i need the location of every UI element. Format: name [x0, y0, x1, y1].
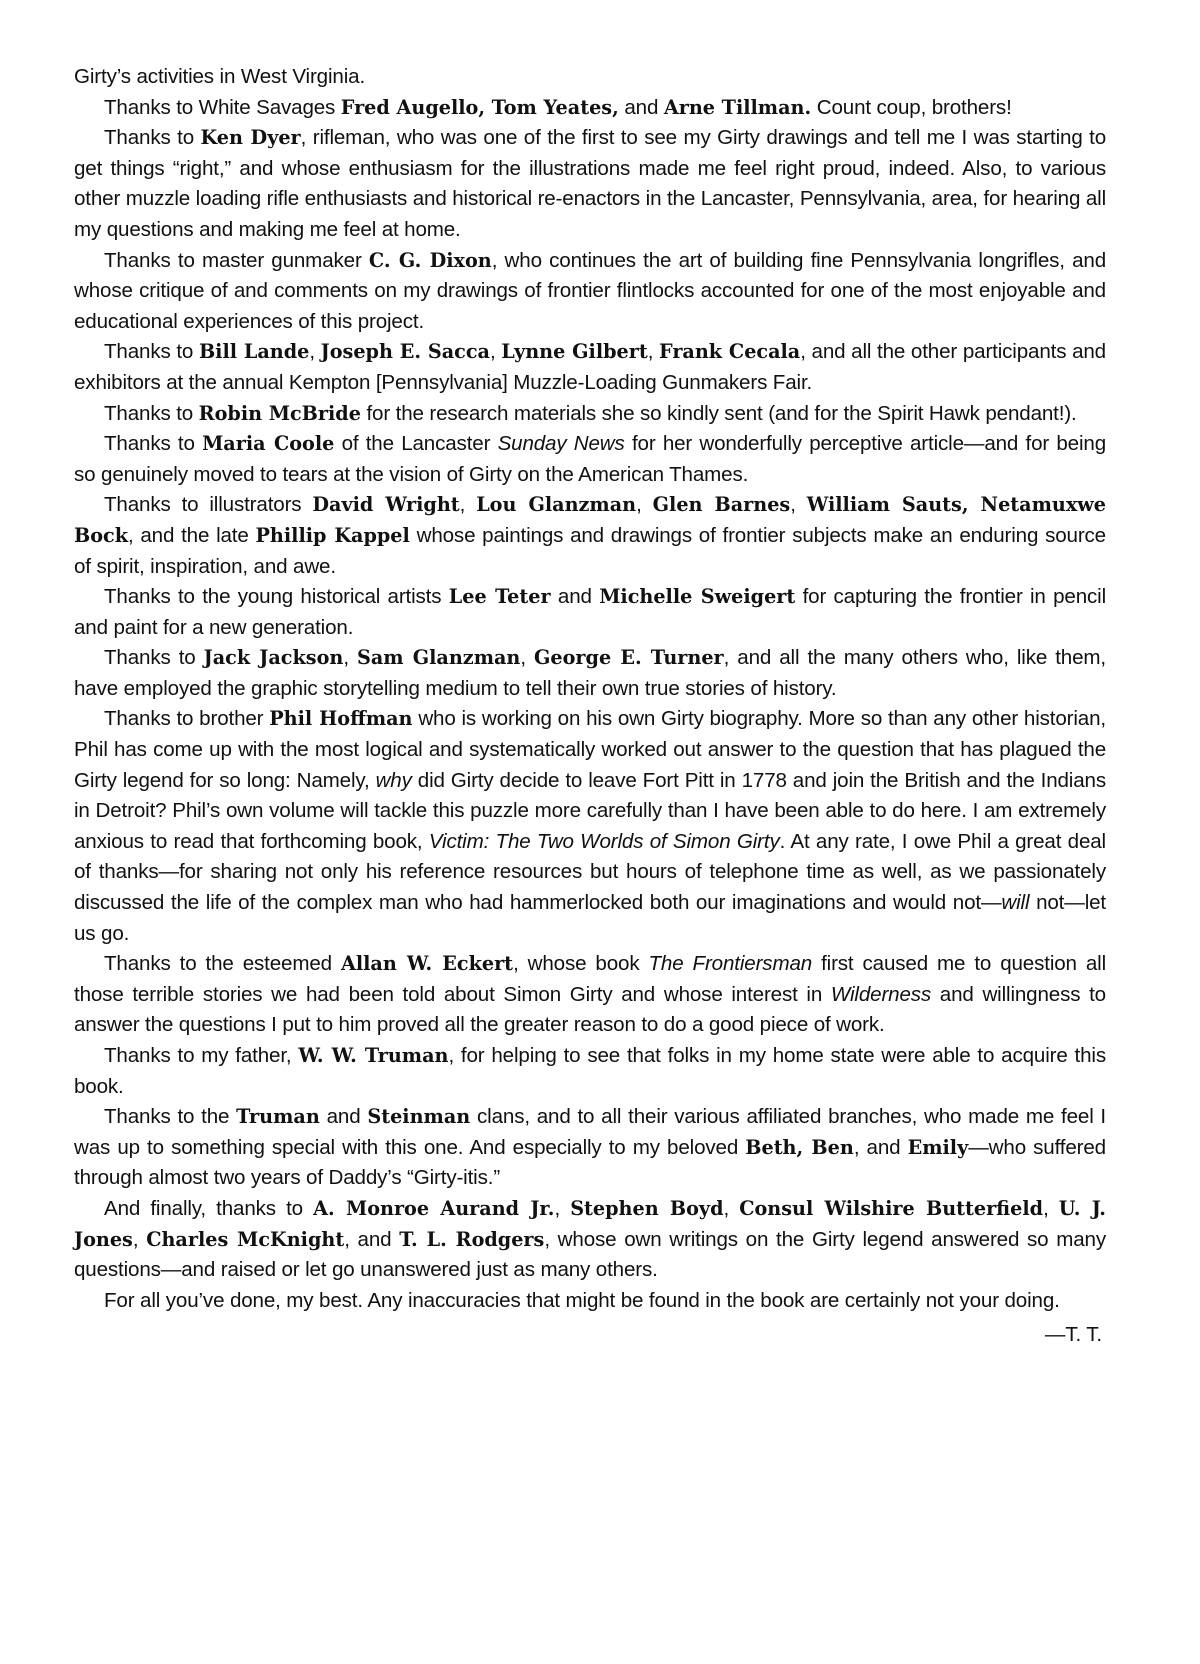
- text-run: ,: [636, 493, 653, 517]
- paragraph: [74, 582, 1106, 643]
- bold-name: W. W. Truman: [298, 1044, 449, 1067]
- bold-name: Fred Augello, Tom Yeates,: [340, 95, 619, 119]
- text-run: and: [618, 95, 664, 119]
- paragraph: [74, 1286, 1106, 1317]
- text-run: who is working on his own Girty biography. More so than any other historian, Phil has come up with the most logical and systematically worked out answer to the question that has plagued the Girty legend for so long: Namely,: [74, 707, 1106, 792]
- bold-name: Sam Glanzman: [356, 646, 521, 670]
- text-run: and willingness to answer the questions I put to him proved all the greater reason to do a good piece of work.: [74, 982, 1106, 1037]
- italic-title: Wilderness: [830, 982, 932, 1006]
- text-run: —who suffered through almost two years of Daddy’s “Girty-itis.”: [74, 1135, 1106, 1190]
- bold-name: Emily: [907, 1135, 969, 1159]
- text-run: Thanks to master gunmaker: [104, 248, 369, 272]
- bold-name: Ken Dyer: [200, 126, 301, 150]
- bold-name: Robin McBride: [198, 401, 361, 425]
- text-run: , and all the many others who, like them, have employed the graphic storytelling medium to tell their own true stories of history.: [74, 646, 1106, 700]
- bold-name: Frank Cecala: [659, 340, 801, 364]
- text-run: , and all the other participants and exhibitors at the annual Kempton [Pennsylvania] Muzzle-Loading Gunmakers Fair.: [74, 340, 1106, 394]
- bold-name: Phillip Kappel: [255, 523, 410, 547]
- bold-name: Jack Jackson: [203, 646, 344, 670]
- text-run: ,: [132, 1227, 147, 1251]
- text-run: And finally, thanks to: [104, 1196, 314, 1220]
- bold-name: Joseph E. Sacca: [320, 340, 490, 364]
- paragraph: [74, 337, 1106, 398]
- text-run: Thanks to: [104, 126, 201, 150]
- text-run: Thanks to the young historical artists: [104, 585, 449, 609]
- bold-name: Lee Teter: [448, 585, 551, 609]
- italic-title: will: [1001, 891, 1030, 915]
- bold-name: David Wright: [312, 493, 460, 517]
- bold-name: A. Monroe Aurand Jr.: [313, 1196, 555, 1220]
- text-run: ,: [309, 340, 321, 364]
- text-run: , who continues the art of building fine Pennsylvania longrifles, and whose critique of and comments on my drawings of frontier flintlocks accounted for one of the most enjoyable and educational experiences of this project.: [74, 248, 1106, 333]
- text-run: for capturing the frontier in pencil and paint for a new generation.: [74, 585, 1106, 639]
- text-run: and: [319, 1105, 368, 1129]
- text-run: Thanks to: [104, 401, 199, 425]
- text-run: whose paintings and drawings of frontier subjects make an enduring source of spirit, inspiration, and awe.: [74, 523, 1106, 578]
- bold-name: Beth, Ben: [745, 1135, 854, 1159]
- bold-name: Lou Glanzman: [476, 493, 637, 517]
- paragraph: [74, 1041, 1106, 1102]
- bold-name: T. L. Rodgers: [399, 1227, 545, 1251]
- text-run: ,: [520, 646, 535, 670]
- bold-name: Bill Lande: [198, 340, 310, 364]
- paragraph: [74, 1194, 1106, 1286]
- bold-name: C. G. Dixon: [368, 248, 492, 272]
- text-run: Count coup, brothers!: [811, 95, 1012, 119]
- text-run: Thanks to: [104, 432, 203, 456]
- text-run: ,: [1043, 1196, 1059, 1220]
- bold-name: Consul Wilshire Butterfield: [739, 1196, 1044, 1220]
- paragraph: [74, 490, 1106, 582]
- text-run: ,: [723, 1196, 740, 1220]
- text-run: ,: [459, 493, 477, 517]
- text-run: for the research materials she so kindly sent (and for the Spirit Hawk pendant!).: [360, 401, 1077, 425]
- acknowledgments-page: [74, 62, 1106, 1351]
- text-run: , whose own writings on the Girty legend answered so many questions—and raised or let go unanswered just as many others.: [74, 1227, 1107, 1282]
- signature: —T. T.: [1044, 1323, 1102, 1347]
- bold-name: Arne Tillman.: [663, 95, 812, 119]
- text-run: ,: [343, 646, 357, 670]
- paragraph: [74, 93, 1106, 124]
- text-run: , and: [344, 1227, 400, 1251]
- text-run: , whose book: [513, 952, 649, 976]
- text-run: first caused me to question all those terrible stories we had been told about Simon Girty and whose interest in: [74, 952, 1107, 1006]
- text-run: , and the late: [128, 523, 256, 547]
- text-run: for her wonderfully perceptive article—and for being so genuinely moved to tears at the vision of Girty on the American Thames.: [74, 432, 1106, 486]
- text-run: Thanks to: [104, 646, 204, 670]
- text-run: ,: [790, 493, 807, 517]
- paragraph: [74, 62, 1106, 93]
- text-run: . At any rate, I owe Phil a great deal of thanks—for sharing not only his reference resources but hours of telephone time as well, as we passionately discussed the life of the complex man who had hammerlocked both our imaginations and would not—: [74, 829, 1106, 915]
- text-run: Thanks to brother: [104, 707, 270, 731]
- paragraph: [74, 429, 1106, 490]
- bold-name: Stephen Boyd: [570, 1196, 724, 1220]
- text-run: , rifleman, who was one of the first to see my Girty drawings and tell me I was starting to get things “right,” and whose enthusiasm for the illustrations made me feel right proud, indeed. Also, to various other muzzle loading rifle enthusiasts and historical re-enactors in the Lancaster, Pennsylvania, area, for hearing all my questions and making me feel at home.: [74, 126, 1107, 241]
- paragraph: [74, 949, 1106, 1041]
- text-run: ,: [554, 1196, 571, 1220]
- bold-name: Steinman: [367, 1105, 471, 1129]
- text-run: Thanks to illustrators: [104, 493, 313, 517]
- text-run: and: [550, 585, 600, 609]
- bold-name: Charles McKnight: [146, 1227, 345, 1251]
- text-run: Thanks to the: [104, 1105, 237, 1129]
- text-run: not—let us go.: [74, 891, 1106, 945]
- text-run: clans, and to all their various affiliated branches, who made me feel I was up to something special with this one. And especially to my beloved: [74, 1105, 1107, 1159]
- paragraph: [74, 704, 1106, 949]
- text-run: of the Lancaster: [334, 432, 498, 456]
- bold-name: Lynne Gilbert: [501, 340, 648, 364]
- text-run: ,: [647, 340, 660, 364]
- text-run: , for helping to see that folks in my home state were able to acquire this book.: [74, 1044, 1106, 1098]
- bold-name: Truman: [236, 1105, 320, 1129]
- text-run: Thanks to: [104, 340, 199, 364]
- bold-name: William Sauts, Netamuxwe Bock: [74, 493, 1107, 547]
- text-run: did Girty decide to leave Fort Pitt in 1778 and join the British and the Indians in Detroit? Phil’s own volume will tackle this puzzle more carefully than I have been able to do here. I am extremely anxious to read that forthcoming book,: [74, 768, 1106, 853]
- paragraph: [74, 399, 1106, 430]
- text-run: For all you’ve done, my best. Any inaccuracies that might be found in the book are certainly not your doing.: [104, 1288, 1060, 1312]
- bold-name: George E. Turner: [534, 646, 724, 670]
- bold-name: Phil Hoffman: [269, 707, 413, 731]
- bold-name: Allan W. Eckert: [340, 952, 514, 976]
- text-run: Girty’s activities in West Virginia.: [74, 65, 366, 88]
- text-run: ,: [489, 340, 502, 364]
- text-run: Thanks to my father,: [104, 1044, 299, 1067]
- text-run: , and: [853, 1135, 908, 1159]
- paragraph: [74, 123, 1106, 245]
- italic-title: why: [375, 768, 412, 792]
- paragraph: [74, 246, 1106, 338]
- paragraph: [74, 643, 1106, 704]
- italic-title: Sunday News: [497, 432, 625, 456]
- paragraph: [74, 1102, 1106, 1194]
- bold-name: U. J. Jones: [74, 1196, 1106, 1251]
- bold-name: Maria Coole: [202, 432, 335, 456]
- bold-name: Michelle Sweigert: [599, 585, 796, 609]
- italic-title: Victim: The Two Worlds of Simon Girty: [428, 829, 780, 853]
- italic-title: The Frontiersman: [648, 952, 813, 976]
- bold-name: Glen Barnes: [652, 493, 791, 517]
- text-run: Thanks to the esteemed: [104, 952, 341, 976]
- text-run: Thanks to White Savages: [104, 95, 341, 119]
- acknowledgments-body: [74, 62, 1106, 1316]
